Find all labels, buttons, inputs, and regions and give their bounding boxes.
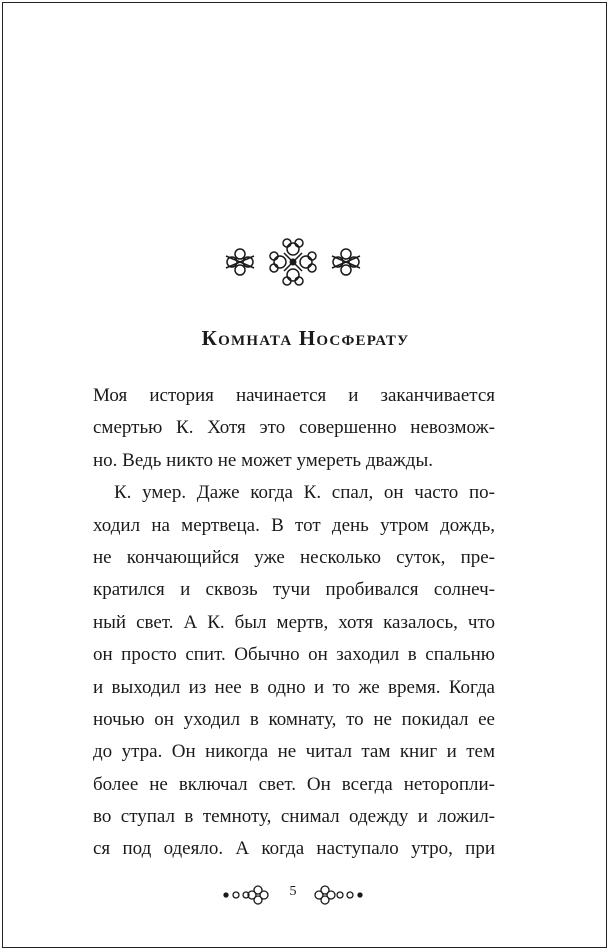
- text-line: ся под одеяло. А когда наступало утро, при: [93, 838, 495, 860]
- text-line: не кончающийся уже несколько суток, пре-: [93, 546, 495, 568]
- text-line: более не включал свет. Он всегда неторопли-: [93, 773, 495, 795]
- page-footer: [0, 878, 611, 912]
- text-line: ный свет. А К. был мертв, хотя казалось, что: [93, 611, 495, 633]
- paragraph: [93, 477, 495, 866]
- text-line: ходил на мертвеца. В тот день утром дождь,: [93, 514, 495, 536]
- text-line: но. Ведь никто не может умереть дважды.: [93, 449, 433, 471]
- text-line: до утра. Он никогда не читал там книг и тем: [93, 741, 495, 763]
- text-line: Моя история начинается и заканчивается: [93, 385, 495, 406]
- text-line: во ступал в темноту, снимал одежду и ложил-: [93, 806, 495, 828]
- text-line: К. умер. Даже когда К. спал, он часто по-: [114, 482, 495, 504]
- decorative-ornament: [0, 228, 611, 298]
- text-line: кратился и сквозь тучи пробивался солнеч-: [93, 579, 495, 601]
- text-line: он просто спит. Обычно он заходил в спальню: [93, 644, 495, 666]
- chapter-title: Комната Носферату: [201, 326, 410, 350]
- page-number: 5: [289, 884, 297, 899]
- body-text: [93, 380, 495, 866]
- text-line: и выходил из нее в одно и то же время. Когда: [93, 676, 495, 698]
- text-line: ночью он уходил в комнату, то не покидал ее: [93, 708, 495, 730]
- text-line: смертью К. Хотя это совершенно невозмож-: [93, 417, 495, 439]
- paragraph: [93, 380, 495, 477]
